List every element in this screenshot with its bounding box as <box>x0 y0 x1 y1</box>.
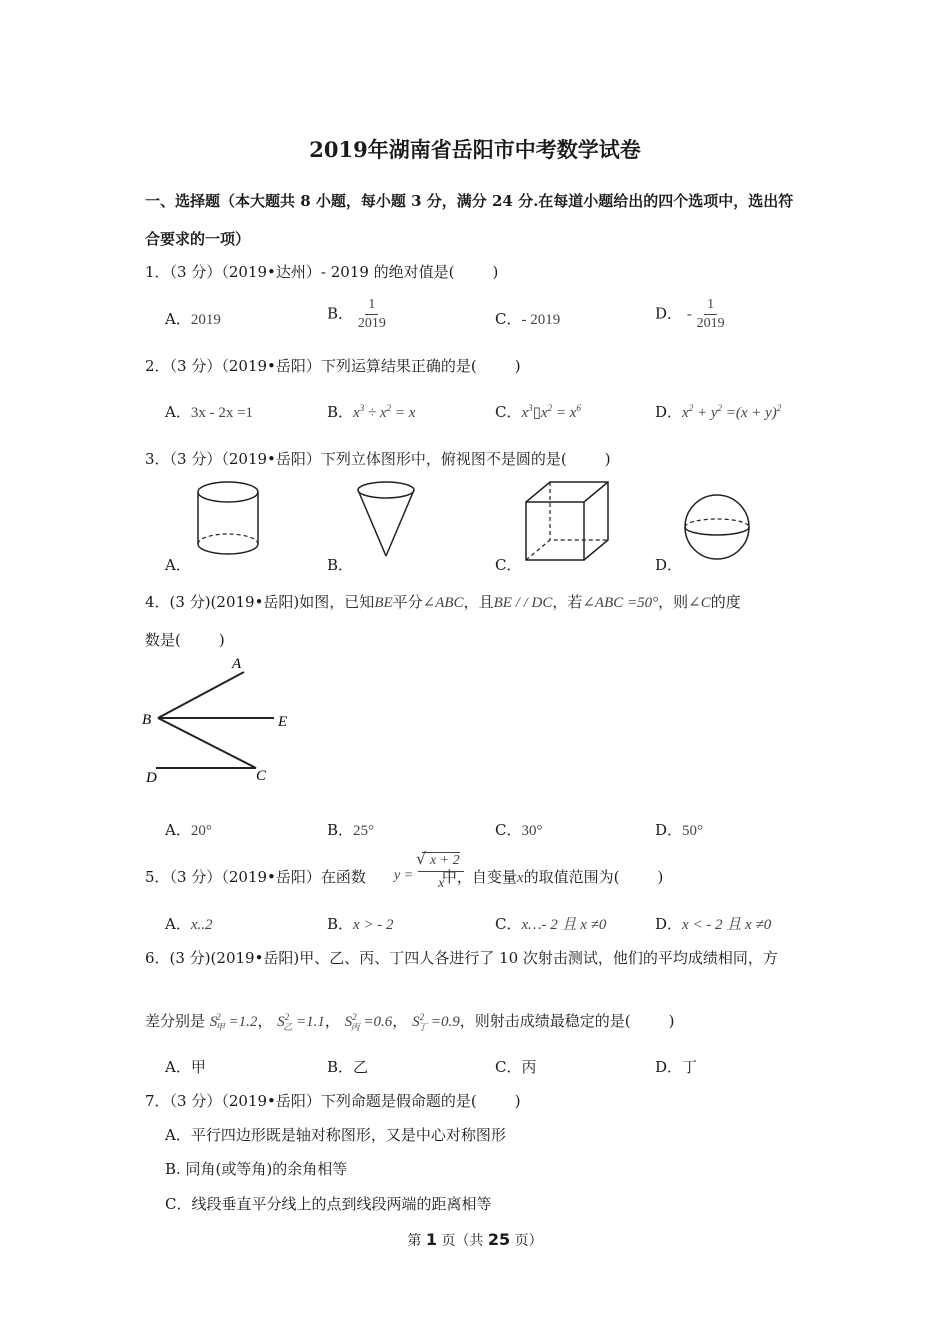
q2-option-b <box>327 401 415 422</box>
page-title: 2019年湖南省岳阳市中考数学试卷 <box>309 137 641 162</box>
question-4-line2-text: 数是( <box>145 631 181 649</box>
question-4-be: BE <box>374 595 393 611</box>
q6-option-a-label: A． <box>165 1058 191 1076</box>
variance-bing-sub: 丙 <box>350 1022 360 1032</box>
q1-option-d <box>655 296 725 333</box>
question-7-close: ) <box>514 1092 521 1110</box>
q4-option-d-value: 50° <box>682 823 704 839</box>
q1-option-b-fraction <box>358 296 386 333</box>
q5-option-b <box>327 913 394 934</box>
q7-option-b: B. 同角(或等角)的余角相等 <box>165 1160 348 1178</box>
question-7-prefix: 7．（3 分）（2019•岳阳） <box>145 1092 321 1110</box>
question-4-prefix: 4．(3 分)(2019•岳阳) <box>145 593 300 611</box>
question-1-stem: - 2019 的绝对值是( <box>320 263 455 281</box>
question-5-text-c: 的取值范围为( <box>523 868 620 886</box>
question-6-line2-b: ，则射击成绩最稳定的是( <box>459 1012 631 1030</box>
q2-option-a-value: 3x - 2x =1 <box>190 405 254 421</box>
q2-option-c <box>495 401 581 422</box>
question-7 <box>145 1090 521 1111</box>
q7-option-a: A．平行四边形既是轴对称图形，又是中心对称图形 <box>165 1126 506 1144</box>
q4-option-b-label: B． <box>327 821 354 839</box>
q1-option-a <box>165 308 221 329</box>
question-4-text-c: ，且 <box>463 593 494 611</box>
question-7-stem: 下列命题是假命题的是( <box>320 1092 477 1110</box>
question-5-text-a: 在函数 <box>320 868 366 886</box>
variance-yi-sub: 乙 <box>283 1022 293 1032</box>
q5-option-d-label: D． <box>655 915 683 933</box>
q1-option-a-value: 2019 <box>190 312 221 328</box>
question-5-prefix: 5．（3 分）（2019•岳阳） <box>145 868 321 886</box>
q6-option-a <box>165 1056 206 1077</box>
variance-ding: $S^2_丁 =0.9$ <box>412 1012 460 1032</box>
question-6-line2-a: 差分别是 <box>145 1012 206 1030</box>
variance-bing: $S^2_丙 =0.6$ <box>344 1012 393 1032</box>
cone-figure <box>352 480 424 562</box>
question-4-angle-abc: ∠ABC <box>422 595 464 611</box>
question-4-close: ) <box>218 631 225 649</box>
q2-option-d-label: D． <box>655 403 683 421</box>
q3-option-a-label: A． <box>165 556 191 574</box>
footer-mid: 页（共 <box>441 1233 484 1249</box>
footer-pre: 第 <box>407 1233 422 1249</box>
figure-label-c: C <box>256 768 267 784</box>
q1-option-d-label: D． <box>655 304 683 323</box>
q4-option-c <box>495 819 542 840</box>
q1-option-b-label: B． <box>327 304 354 323</box>
variance-jia: $S^2_甲 =1.2$ <box>209 1012 258 1032</box>
question-1-close: ) <box>492 263 499 281</box>
sphere-figure <box>680 490 756 566</box>
q6-option-d-value: 丁 <box>682 1058 698 1076</box>
question-6-close: ) <box>668 1012 675 1030</box>
q4-option-b-value: 25° <box>353 823 375 839</box>
variance-ding-sub: 丁 <box>418 1022 428 1032</box>
q5-option-c-value: x…- 2 且 x ≠0 <box>521 917 607 933</box>
q5-option-d <box>655 913 771 934</box>
question-2 <box>145 355 521 376</box>
q3-option-c-label: C． <box>495 556 522 574</box>
question-4-text-f: 的度 <box>710 593 741 611</box>
question-4-text-b: 平分 <box>392 593 423 611</box>
q5-option-c-label: C． <box>495 915 522 933</box>
q2-option-b-label: B． <box>327 403 354 421</box>
q6-option-c-value: 丙 <box>521 1058 537 1076</box>
q4-option-d-label: D． <box>655 821 683 839</box>
question-4-line1 <box>145 591 741 612</box>
figure-label-a: A <box>232 656 242 672</box>
q5-option-d-value: x < - 2 且 x ≠0 <box>682 917 772 933</box>
q5-option-a <box>165 913 213 934</box>
q3-option-b-label: B． <box>327 556 354 574</box>
q4-option-b <box>327 819 374 840</box>
section-heading-line1: 一、选择题（本大题共 8 小题，每小题 3 分，满分 24 分.在每道小题给出的四个选项中，选出符 <box>145 192 794 210</box>
q6-option-c-label: C． <box>495 1058 522 1076</box>
q6-option-c <box>495 1056 537 1077</box>
footer-post: 页） <box>514 1233 543 1249</box>
variance-ding-value: =0.9 <box>430 1014 460 1030</box>
question-4-line2 <box>145 629 225 650</box>
q1-option-c-value: - 2019 <box>521 312 561 328</box>
question-1-prefix: 1．（3 分）（2019•达州） <box>145 263 321 281</box>
q2-option-a <box>165 401 253 422</box>
cylinder-figure <box>190 478 270 560</box>
q1-option-c-label: C． <box>495 310 522 328</box>
q2-option-d-formula: $x^2 + y^2 =(x + y)^2$ <box>682 403 782 421</box>
q6-option-b-value: 乙 <box>353 1058 369 1076</box>
question-3-close: ) <box>604 450 611 468</box>
q1-option-b <box>327 296 386 333</box>
question-2-prefix: 2．（3 分）（2019•岳阳） <box>145 357 321 375</box>
figure-label-b: B <box>142 712 152 728</box>
question-6-prefix: 6．(3 分)(2019•岳阳) <box>145 949 300 967</box>
figure-label-e: E <box>278 714 288 730</box>
q4-option-c-value: 30° <box>521 823 543 839</box>
footer-page-number: 1 <box>425 1230 437 1249</box>
question-3 <box>145 448 611 469</box>
q1-option-d-numerator: 1 <box>704 296 717 315</box>
q1-option-a-label: A． <box>165 310 191 328</box>
variance-yi-value: =1.1 <box>295 1014 325 1030</box>
angle-figure <box>140 652 300 792</box>
page-footer <box>0 1230 950 1250</box>
q1-option-d-fraction <box>697 296 725 333</box>
q6-option-a-value: 甲 <box>190 1058 206 1076</box>
question-4-angle-value: ∠ABC =50° <box>582 595 659 611</box>
q2-option-c-label: C． <box>495 403 522 421</box>
q6-option-b <box>327 1056 368 1077</box>
q5-option-a-label: A． <box>165 915 191 933</box>
q5-option-a-value: x..2 <box>190 917 213 933</box>
q6-option-d-label: D． <box>655 1058 683 1076</box>
q4-option-a-label: A． <box>165 821 191 839</box>
q1-option-b-numerator: 1 <box>365 296 378 315</box>
question-2-close: ) <box>514 357 521 375</box>
question-6-line2: 差分别是 $S^2_甲 =1.2$， $S^2_乙 =1.1$， $S^2_丙 =0.6$， $S^2_丁 =0.9$，则射击成绩最稳定的是( ) <box>145 1012 675 1032</box>
question-5-close: ) <box>657 868 664 886</box>
q7-option-c: C．线段垂直平分线上的点到线段两端的距离相等 <box>165 1195 492 1213</box>
q4-option-a <box>165 819 212 840</box>
q1-option-d-sign: - <box>686 306 692 323</box>
cube-figure <box>520 478 612 566</box>
question-5-text-b: 中，自变量 <box>441 868 517 886</box>
q6-option-b-label: B． <box>327 1058 354 1076</box>
question-4-text-d: ，若 <box>552 593 583 611</box>
variance-jia-sub: 甲 <box>215 1022 225 1032</box>
q2-option-a-label: A． <box>165 403 191 421</box>
section-heading-line2: 合要求的一项） <box>145 230 251 248</box>
variance-jia-value: =1.2 <box>228 1014 258 1030</box>
question-2-stem: 下列运算结果正确的是( <box>320 357 477 375</box>
footer-total-pages: 25 <box>487 1230 511 1249</box>
question-3-prefix: 3．（3 分）（2019•岳阳） <box>145 450 321 468</box>
q5-option-b-value: x > - 2 <box>353 917 394 933</box>
q2-option-c-formula: $x^3▯x^2 = x^6$ <box>521 403 581 421</box>
question-6-line1 <box>145 947 778 968</box>
figure-label-d: D <box>146 770 157 786</box>
q2-option-b-formula: $x^3 \div x^2 = x$ <box>353 403 416 421</box>
variance-bing-value: =0.6 <box>363 1014 393 1030</box>
q5-option-b-label: B． <box>327 915 354 933</box>
q1-option-b-denominator: 2019 <box>357 316 386 331</box>
question-5-var-x: x <box>516 870 524 886</box>
question-4-parallel: BE / / DC <box>493 595 553 611</box>
question-3-stem: 下列立体图形中，俯视图不是圆的是( <box>320 450 567 468</box>
q4-option-c-label: C． <box>495 821 522 839</box>
q1-option-d-denominator: 2019 <box>696 316 725 331</box>
question-4-text-e: ，则 <box>658 593 689 611</box>
question-1 <box>145 261 498 282</box>
variance-yi: $S^2_乙 =1.1$ <box>277 1012 325 1032</box>
q4-option-a-value: 20° <box>190 823 212 839</box>
q3-option-d-label: D． <box>655 556 683 574</box>
question-4-angle-c: ∠C <box>688 595 711 611</box>
q1-option-c <box>495 308 560 329</box>
q5-option-c <box>495 913 606 934</box>
q4-option-d <box>655 819 703 840</box>
question-4-text-a: 如图，已知 <box>299 593 375 611</box>
q6-option-d <box>655 1056 697 1077</box>
question-6-stem: 甲、乙、丙、丁四人各进行了 10 次射击测试，他们的平均成绩相同，方 <box>299 949 778 967</box>
q2-option-d <box>655 401 781 422</box>
